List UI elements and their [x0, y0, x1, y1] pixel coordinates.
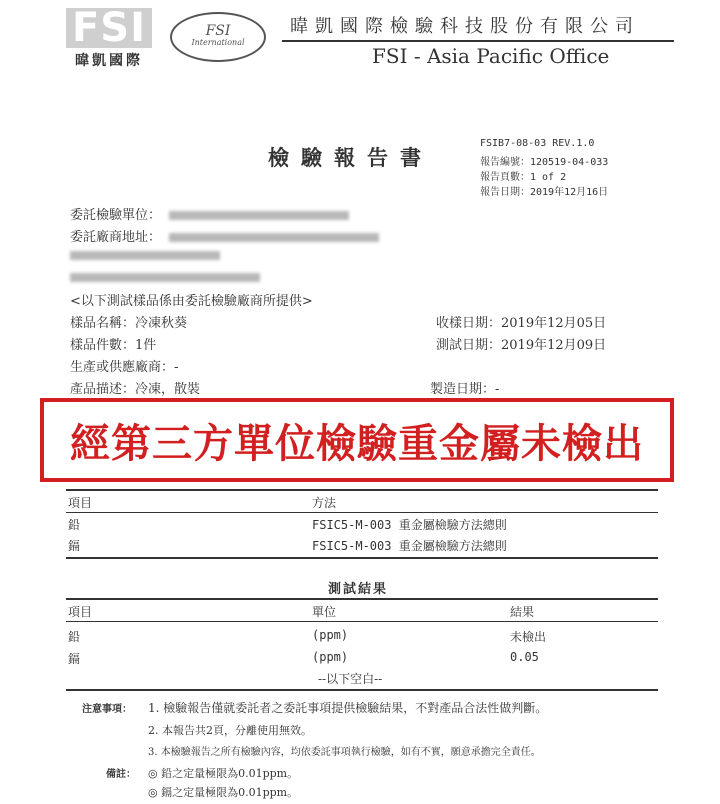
method-row-method: FSIC5-M-003 重金屬檢驗方法總則: [312, 539, 507, 553]
sample-name: 樣品名稱：冷凍秋葵: [70, 316, 188, 331]
emblem-main: FSI: [205, 23, 231, 39]
note-item: 3. 本檢驗報告之所有檢驗內容，均依委託事項執行檢驗，如有不實，願意承擔完全責任。: [148, 747, 541, 758]
results-bottom-rule: [66, 689, 658, 691]
result-row-unit: (ppm): [312, 650, 349, 664]
result-row-value: 0.05: [510, 650, 539, 664]
client-address: [70, 226, 379, 245]
fsi-logo: FSI: [66, 8, 152, 48]
method-row-method: FSIC5-M-003 重金屬檢驗方法總則: [312, 518, 507, 532]
sample-count: 樣品件數：1件: [70, 338, 157, 353]
blank-below-marker: --以下空白--: [318, 672, 383, 686]
doc-code: FSIB7-08-03 REV.1.0: [480, 138, 595, 149]
office-name: FSI - Asia Pacific Office: [372, 44, 610, 68]
result-row-item: 鎘: [68, 652, 81, 666]
header-divider: [282, 40, 674, 42]
results-header-item: 項目: [68, 605, 93, 619]
methods-top-rule: [66, 489, 658, 491]
report-number: 報告編號：120519-04-033: [480, 157, 609, 168]
results-header-unit: 單位: [312, 605, 337, 619]
note-item: 1. 檢驗報告僅就委託者之委託事項提供檢驗結果，不對產品合法性做判斷。: [148, 701, 548, 715]
redacted-text: [70, 273, 260, 282]
note-item: 2. 本報告共2頁，分離使用無效。: [148, 724, 312, 737]
redacted-text: [169, 233, 379, 242]
report-title: 檢驗報告書: [268, 145, 433, 170]
emblem-sub: International: [191, 38, 245, 47]
manufacture-date: 製造日期：-: [430, 382, 500, 397]
results-header-rule: [66, 621, 658, 622]
promo-banner: [40, 398, 674, 482]
sample-source-note: <以下測試樣品係由委託檢驗廠商所提供>: [70, 294, 313, 309]
results-title: 測試結果: [328, 582, 389, 597]
result-row-value: 未檢出: [510, 630, 547, 644]
client-phone: [70, 270, 260, 285]
report-pages: 報告頁數：1 of 2: [480, 172, 567, 183]
methods-header-rule: [66, 512, 658, 513]
remarks-label: 備註：: [106, 769, 136, 780]
results-header-result: 結果: [510, 605, 535, 619]
results-top-rule: [66, 598, 658, 600]
banner-text: 經第三方單位檢驗重金屬未檢出: [70, 420, 644, 467]
redacted-text: [169, 211, 349, 220]
method-row-item: 鉛: [68, 518, 81, 532]
notes-label: 注意事項：: [82, 704, 132, 715]
test-date: 測試日期：2019年12月09日: [436, 338, 607, 353]
client-unit: [70, 204, 349, 223]
remark-item: ◎ 鎘之定量極限為0.01ppm。: [148, 786, 299, 799]
logo-subtitle: 暐凱國際: [75, 53, 143, 69]
company-name: 暐凱國際檢驗科技股份有限公司: [290, 16, 640, 37]
methods-bottom-rule: [66, 557, 658, 559]
methods-header-method: 方法: [312, 496, 337, 510]
fsi-international-emblem: [170, 12, 266, 62]
result-row-item: 鉛: [68, 630, 81, 644]
remark-item: ◎ 鉛之定量極限為0.01ppm。: [148, 767, 299, 780]
redacted-text: [70, 251, 220, 260]
client-unit-label: 委託檢驗單位：: [70, 208, 162, 223]
received-date: 收樣日期：2019年12月05日: [436, 316, 607, 331]
client-contact: [70, 248, 220, 263]
sample-manufacturer: 生產或供應廠商：-: [70, 360, 179, 375]
sample-description: 產品描述：冷凍，散裝: [70, 382, 201, 397]
methods-header-item: 項目: [68, 496, 93, 510]
result-row-unit: (ppm): [312, 628, 349, 642]
client-address-label: 委託廠商地址：: [70, 230, 162, 245]
method-row-item: 鎘: [68, 539, 81, 553]
report-date: 報告日期：2019年12月16日: [480, 187, 609, 198]
